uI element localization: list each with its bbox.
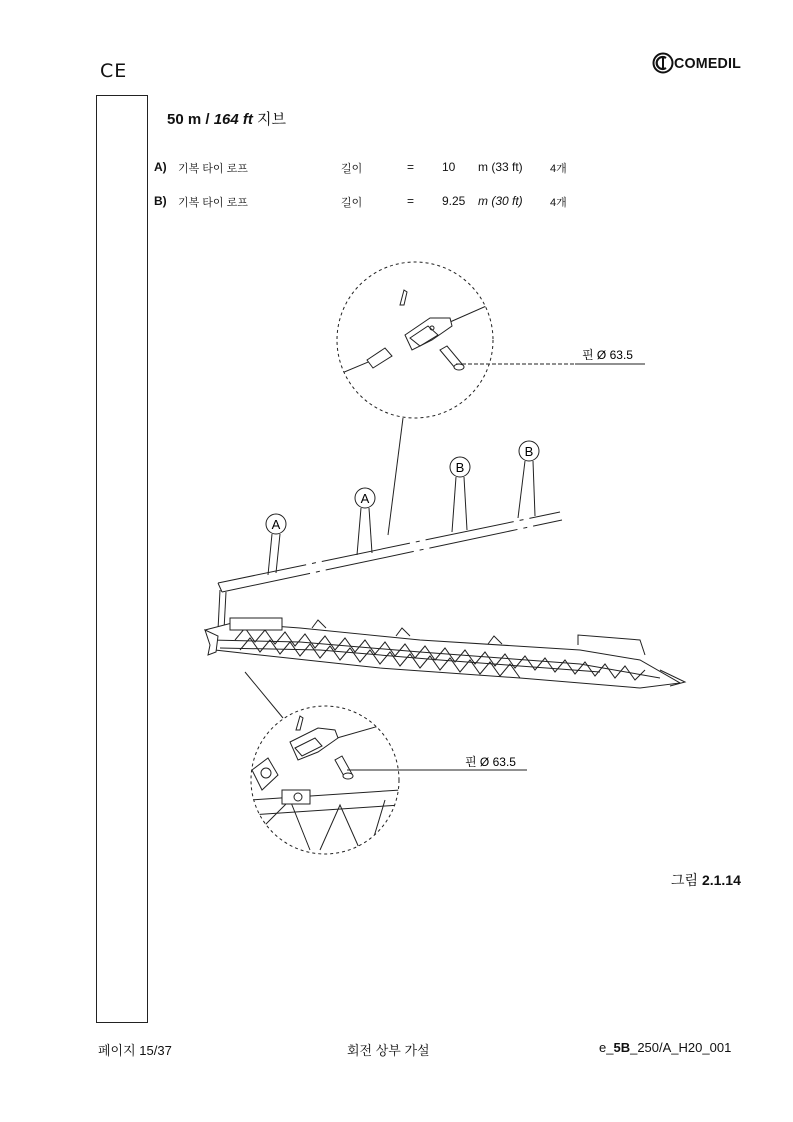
spec-length: 10 <box>442 160 456 174</box>
spec-length: 9.25 <box>442 194 466 208</box>
spec-unit: m (33 ft) <box>478 160 523 174</box>
upper-detail-circle <box>330 262 645 535</box>
figure-prefix: 그림 <box>671 872 702 888</box>
jib-tie-rope-drawing <box>150 255 710 865</box>
spec-quantity: 4개 <box>550 163 567 175</box>
spec-equals: = <box>407 160 415 174</box>
callout-letter: A <box>271 517 281 532</box>
pin-label-bottom: 핀 Ø 63.5 <box>465 755 516 769</box>
page-number <box>98 1040 172 1059</box>
figure-number: 2.1.14 <box>701 872 741 888</box>
comedil-logo-icon <box>652 52 674 74</box>
brand-name: COMEDIL <box>674 54 742 72</box>
figure-caption <box>671 870 741 890</box>
doc-prefix: e_ <box>599 1040 614 1055</box>
section-title <box>167 108 286 129</box>
spec-equals: = <box>407 194 415 208</box>
document-code <box>599 1040 731 1055</box>
spec-label: 길이 <box>341 197 363 209</box>
footer-section: 회전 상부 가설 <box>347 1043 430 1058</box>
margin-box <box>96 95 148 1023</box>
callout-a2 <box>355 488 375 555</box>
title-suffix: 지브 <box>252 111 287 128</box>
lower-detail-circle <box>245 672 527 854</box>
spec-label: 길이 <box>341 163 363 175</box>
callout-b2 <box>518 441 539 518</box>
spec-letter: A) <box>154 160 167 174</box>
ce-mark: CE <box>100 60 128 82</box>
pin-label-top: 핀 Ø 63.5 <box>582 348 633 362</box>
callout-letter: B <box>455 460 465 475</box>
callout-letter: A <box>360 491 370 506</box>
doc-suffix: _250/A_H20_001 <box>630 1040 732 1055</box>
spec-letter: B) <box>154 194 167 208</box>
title-length-m: 50 m / <box>167 111 214 128</box>
page-label: 페이지 <box>98 1043 140 1058</box>
doc-bold: 5B <box>613 1040 631 1055</box>
comedil-logo <box>652 52 745 74</box>
spec-unit: m (30 ft) <box>478 194 523 208</box>
spec-desc: 기복 타이 로프 <box>178 163 248 175</box>
callout-b1 <box>450 457 470 532</box>
spec-desc: 기복 타이 로프 <box>178 197 248 209</box>
callout-letter: B <box>524 444 534 459</box>
title-length-ft: 164 ft <box>213 111 253 128</box>
spec-quantity: 4개 <box>550 197 567 209</box>
page-count: 15/37 <box>139 1043 172 1058</box>
callout-a1 <box>266 514 286 575</box>
jib-lattice <box>205 618 685 688</box>
